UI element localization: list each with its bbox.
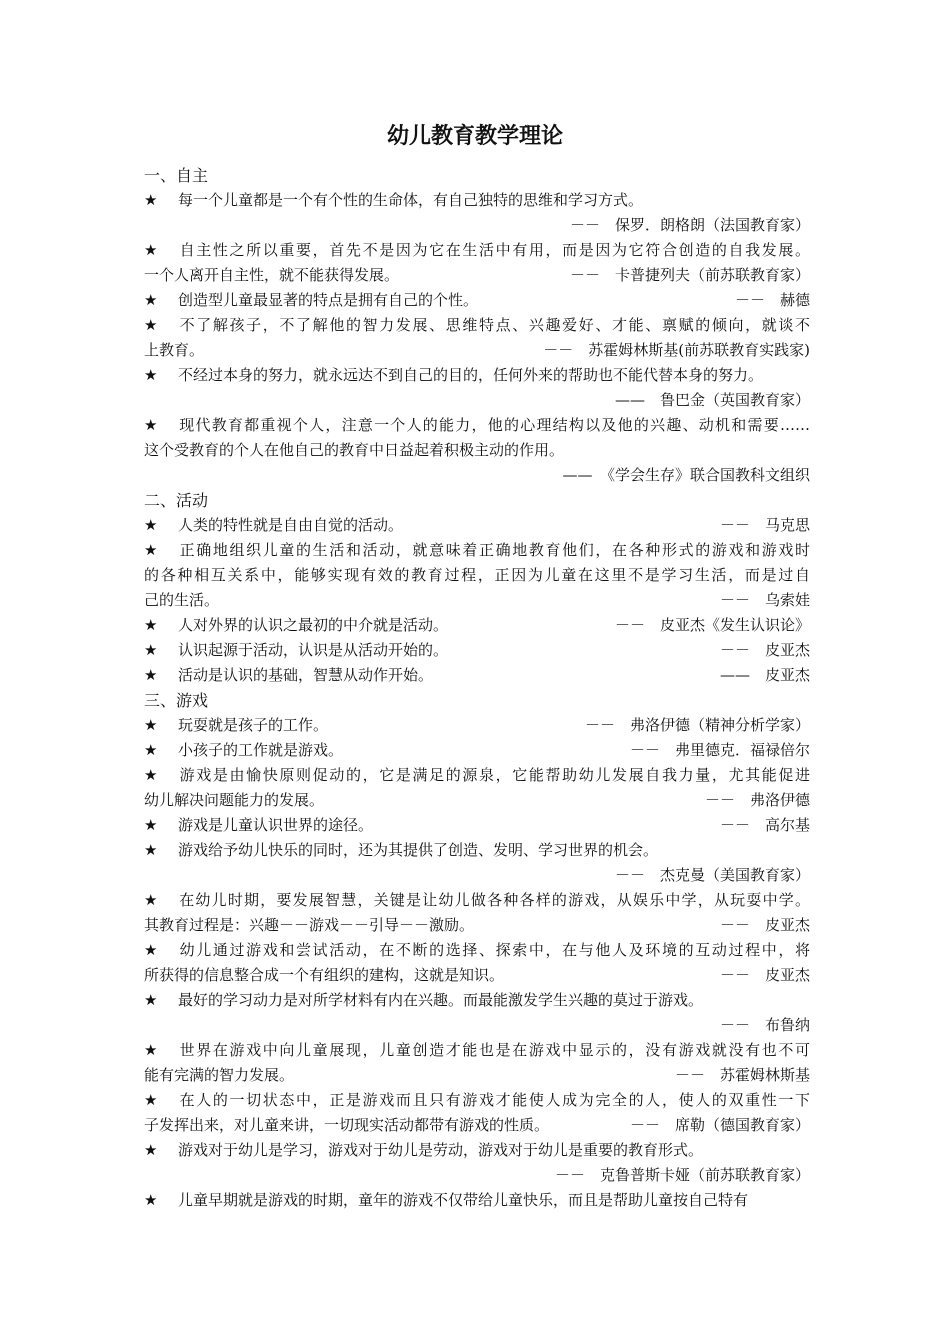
quote-entry xyxy=(144,938,810,988)
quote-text-content: 世界在游戏中向儿童展现，儿童创造才能也是在游戏中显示的，没有游戏就没有也不可 xyxy=(178,1041,810,1059)
quote-text-content: 游戏对于幼儿是学习，游戏对于幼儿是劳动，游戏对于幼儿是重要的教育形式。 xyxy=(178,1141,704,1159)
quote-attribution: －－ 席勒（德国教育家） xyxy=(629,1116,810,1134)
quote-entry xyxy=(144,1088,810,1138)
quote-text xyxy=(144,1188,810,1213)
quote-attribution: －－ 卡普捷列夫（前苏联教育家） xyxy=(569,266,810,284)
quote-entry xyxy=(144,288,810,313)
quote-attribution: —— 《学会生存》联合国教科文组织 xyxy=(562,466,810,484)
star-bullet-icon: ★ xyxy=(144,241,158,259)
star-bullet-icon: ★ xyxy=(144,766,158,784)
star-bullet-icon: ★ xyxy=(144,541,158,559)
document-body xyxy=(144,163,810,1213)
quote-text-content: 人对外界的认识之最初的中介就是活动。 xyxy=(178,616,449,634)
quote-line xyxy=(144,1188,810,1213)
quote-line xyxy=(144,938,810,963)
star-bullet-icon: ★ xyxy=(144,841,158,859)
quote-entry xyxy=(144,988,810,1038)
star-bullet-icon: ★ xyxy=(144,641,158,659)
quote-continuation xyxy=(144,963,810,988)
quote-text xyxy=(144,738,620,763)
quote-text-content: 创造型儿童最显著的特点是拥有自己的个性。 xyxy=(178,291,479,309)
quote-attribution: －－ 苏霍姆林斯基 xyxy=(674,1066,810,1084)
quote-line xyxy=(144,538,810,563)
quote-attribution: —— 鲁巴金（英国教育家） xyxy=(614,391,810,409)
quote-text xyxy=(144,913,710,938)
quote-entry xyxy=(144,813,810,838)
quote-text xyxy=(144,1138,810,1163)
quote-text xyxy=(144,813,710,838)
quote-text xyxy=(144,713,575,738)
quote-continuation xyxy=(144,588,810,613)
quote-entry xyxy=(144,838,810,888)
quote-continuation xyxy=(144,338,810,363)
quote-attribution: －－ 皮亚杰 xyxy=(719,641,810,659)
quote-text xyxy=(144,513,710,538)
quote-line xyxy=(144,188,810,213)
quote-text xyxy=(144,613,605,638)
quote-text-content: 能有完满的智力发展。 xyxy=(144,1066,295,1084)
quote-continuation xyxy=(144,1113,810,1138)
quote-text xyxy=(144,938,810,963)
quote-text xyxy=(144,763,810,788)
quote-text xyxy=(144,288,725,313)
star-bullet-icon: ★ xyxy=(144,291,158,309)
quote-continuation xyxy=(144,263,810,288)
quote-entry xyxy=(144,613,810,638)
quote-text-content: 游戏是由愉快原则促动的，它是满足的源泉，它能帮助幼儿发展自我力量，尤其能促进 xyxy=(178,766,810,784)
quote-line xyxy=(144,988,810,1013)
quote-text-content: 人类的特性就是自由自觉的活动。 xyxy=(178,516,404,534)
star-bullet-icon: ★ xyxy=(144,941,158,959)
quote-text xyxy=(144,313,810,338)
star-bullet-icon: ★ xyxy=(144,716,158,734)
quote-continuation xyxy=(144,913,810,938)
quote-text-content: 游戏给予幼儿快乐的同时，还为其提供了创造、发明、学习世界的机会。 xyxy=(178,841,659,859)
quote-attribution: －－ 高尔基 xyxy=(719,816,810,834)
star-bullet-icon: ★ xyxy=(144,1041,158,1059)
quote-entry xyxy=(144,638,810,663)
quote-text xyxy=(144,963,710,988)
quote-entry xyxy=(144,738,810,763)
section-heading: 一、自主 xyxy=(144,166,209,185)
quote-text-content: 游戏是儿童认识世界的途径。 xyxy=(178,816,374,834)
quote-text xyxy=(144,363,810,388)
quote-text xyxy=(144,563,810,588)
quote-attribution: －－ 赫德 xyxy=(734,291,810,309)
quote-line xyxy=(144,513,810,538)
quote-entry xyxy=(144,663,810,688)
quote-text xyxy=(144,1038,810,1063)
section-heading: 二、活动 xyxy=(144,491,209,510)
quote-line xyxy=(144,1088,810,1113)
quote-text xyxy=(144,238,810,263)
star-bullet-icon: ★ xyxy=(144,1141,158,1159)
quote-line xyxy=(144,738,810,763)
quote-entry xyxy=(144,413,810,488)
quote-text xyxy=(144,413,810,438)
star-bullet-icon: ★ xyxy=(144,991,158,1009)
quote-text-content: 小孩子的工作就是游戏。 xyxy=(178,741,344,759)
quote-text xyxy=(144,788,695,813)
quote-text-content: 在人的一切状态中，正是游戏而且只有游戏才能使人成为完全的人，使人的双重性一下 xyxy=(178,1091,810,1109)
quote-line xyxy=(144,413,810,438)
quote-attribution: －－ 弗洛伊德 xyxy=(704,791,810,809)
quote-text-content: 己的生活。 xyxy=(144,591,220,609)
quote-line xyxy=(144,613,810,638)
quote-line xyxy=(144,288,810,313)
star-bullet-icon: ★ xyxy=(144,366,158,384)
quote-text xyxy=(144,263,560,288)
quote-attribution: －－ 苏霍姆林斯基(前苏联教育实践家) xyxy=(543,341,810,359)
star-bullet-icon: ★ xyxy=(144,891,158,909)
quote-text-content: 子发挥出来，对儿童来讲，一切现实活动都带有游戏的性质。 xyxy=(144,1116,550,1134)
quote-text xyxy=(144,1063,665,1088)
quote-line xyxy=(144,238,810,263)
quote-entry xyxy=(144,188,810,238)
quote-text-content: 认识起源于活动，认识是从活动开始的。 xyxy=(178,641,449,659)
quote-entry xyxy=(144,513,810,538)
quote-text-content: 玩耍就是孩子的工作。 xyxy=(178,716,329,734)
quote-text-content: 其教育过程是：兴趣－－游戏－－引导－－激励。 xyxy=(144,916,475,934)
document-title: 幼儿教育教学理论 xyxy=(386,123,563,149)
quote-text-content: 活动是认识的基础，智慧从动作开始。 xyxy=(178,666,434,684)
quote-entry xyxy=(144,1188,810,1213)
quote-text xyxy=(144,988,810,1013)
quote-text-content: 正确地组织儿童的生活和活动，就意味着正确地教育他们，在各种形式的游戏和游戏时 xyxy=(178,541,810,559)
star-bullet-icon: ★ xyxy=(144,816,158,834)
quote-attribution: －－ 皮亚杰 xyxy=(719,966,810,984)
quote-entry xyxy=(144,713,810,738)
quote-text-content: 的各种相互关系中，能够实现有效的教育过程，正因为儿童在这里不是学习生活，而是过自 xyxy=(144,566,810,584)
star-bullet-icon: ★ xyxy=(144,616,158,634)
star-bullet-icon: ★ xyxy=(144,316,158,334)
star-bullet-icon: ★ xyxy=(144,191,158,209)
quote-line xyxy=(144,663,810,688)
quote-text-content: 儿童早期就是游戏的时期，童年的游戏不仅带给儿童快乐，而且是帮助儿童按自己特有 xyxy=(178,1191,749,1209)
quote-line xyxy=(144,313,810,338)
star-bullet-icon: ★ xyxy=(144,516,158,534)
quote-entry xyxy=(144,888,810,938)
quote-text-content: 现代教育都重视个人，注意一个人的能力，他的心理结构以及他的兴趣、动机和需要…… xyxy=(178,416,810,434)
quote-attribution: －－ 保罗．朗格朗（法国教育家） xyxy=(569,216,810,234)
quote-continuation xyxy=(144,788,810,813)
quote-text-content: 不了解孩子，不了解他的智力发展、思维特点、兴趣爱好、才能、禀赋的倾向，就谈不 xyxy=(178,316,810,334)
quote-continuation xyxy=(144,1063,810,1088)
quote-continuation xyxy=(144,438,810,463)
quote-text-content: 这个受教育的个人在他自己的教育中日益起着积极主动的作用。 xyxy=(144,441,565,459)
quote-text xyxy=(144,838,810,863)
quote-text-content: 最好的学习动力是对所学材料有内在兴趣。而最能激发学生兴趣的莫过于游戏。 xyxy=(178,991,704,1009)
quote-entry xyxy=(144,763,810,813)
quote-text-content: 一个人离开自主性，就不能获得发展。 xyxy=(144,266,400,284)
quote-text-content: 不经过本身的努力，就永远达不到自己的目的，任何外来的帮助也不能代替本身的努力。 xyxy=(178,366,764,384)
star-bullet-icon: ★ xyxy=(144,741,158,759)
quote-text-content: 在幼儿时期，要发展智慧，关键是让幼儿做各种各样的游戏，从娱乐中学，从玩耍中学。 xyxy=(178,891,810,909)
quote-line xyxy=(144,1138,810,1163)
quote-entry xyxy=(144,538,810,613)
quote-text-content: 每一个儿童都是一个有个性的生命体，有自己独特的思维和学习方式。 xyxy=(178,191,644,209)
quote-text-content: 自主性之所以重要，首先不是因为它在生活中有用，而是因为它符合创造的自我发展。 xyxy=(178,241,810,259)
quote-line xyxy=(144,813,810,838)
quote-text xyxy=(144,1113,620,1138)
quote-attribution: －－ 弗里德克．福禄倍尔 xyxy=(629,741,810,759)
quote-attribution: －－ 皮亚杰《发生认识论》 xyxy=(614,616,810,634)
quote-attribution: －－ 克鲁普斯卡娅（前苏联教育家） xyxy=(554,1166,810,1184)
quote-entry xyxy=(144,1138,810,1188)
quote-attribution: —— 皮亚杰 xyxy=(719,666,810,684)
quote-text xyxy=(144,888,810,913)
quote-text xyxy=(144,1088,810,1113)
quote-attribution: －－ 皮亚杰 xyxy=(719,916,810,934)
quote-line xyxy=(144,763,810,788)
quote-line xyxy=(144,888,810,913)
star-bullet-icon: ★ xyxy=(144,1191,158,1209)
quote-entry xyxy=(144,313,810,363)
quote-attribution: －－ 乌索娃 xyxy=(719,591,810,609)
quote-continuation xyxy=(144,563,810,588)
quote-attribution: －－ 弗洛伊德（精神分析学家） xyxy=(584,716,810,734)
quote-line xyxy=(144,638,810,663)
quote-attribution: －－ 布鲁纳 xyxy=(719,1016,810,1034)
quote-text xyxy=(144,538,810,563)
quote-line xyxy=(144,363,810,388)
quote-line xyxy=(144,713,810,738)
quote-text xyxy=(144,188,810,213)
quote-entry xyxy=(144,238,810,288)
quote-text xyxy=(144,663,710,688)
quote-entry xyxy=(144,363,810,413)
quote-attribution: －－ 杰克曼（美国教育家） xyxy=(614,866,810,884)
quote-attribution: －－ 马克思 xyxy=(719,516,810,534)
quote-text-content: 上教育。 xyxy=(144,341,205,359)
quote-line xyxy=(144,1038,810,1063)
quote-text-content: 幼儿解决问题能力的发展。 xyxy=(144,791,325,809)
quote-text-content: 幼儿通过游戏和尝试活动，在不断的选择、探索中，在与他人及环境的互动过程中，将 xyxy=(178,941,810,959)
quote-line xyxy=(144,838,810,863)
quote-text xyxy=(144,638,710,663)
quote-text xyxy=(144,438,810,463)
quote-text xyxy=(144,588,710,613)
quote-entry xyxy=(144,1038,810,1088)
star-bullet-icon: ★ xyxy=(144,666,158,684)
quote-text xyxy=(144,338,533,363)
section-heading: 三、游戏 xyxy=(144,691,209,710)
star-bullet-icon: ★ xyxy=(144,416,158,434)
star-bullet-icon: ★ xyxy=(144,1091,158,1109)
quote-text-content: 所获得的信息整合成一个有组织的建构，这就是知识。 xyxy=(144,966,505,984)
